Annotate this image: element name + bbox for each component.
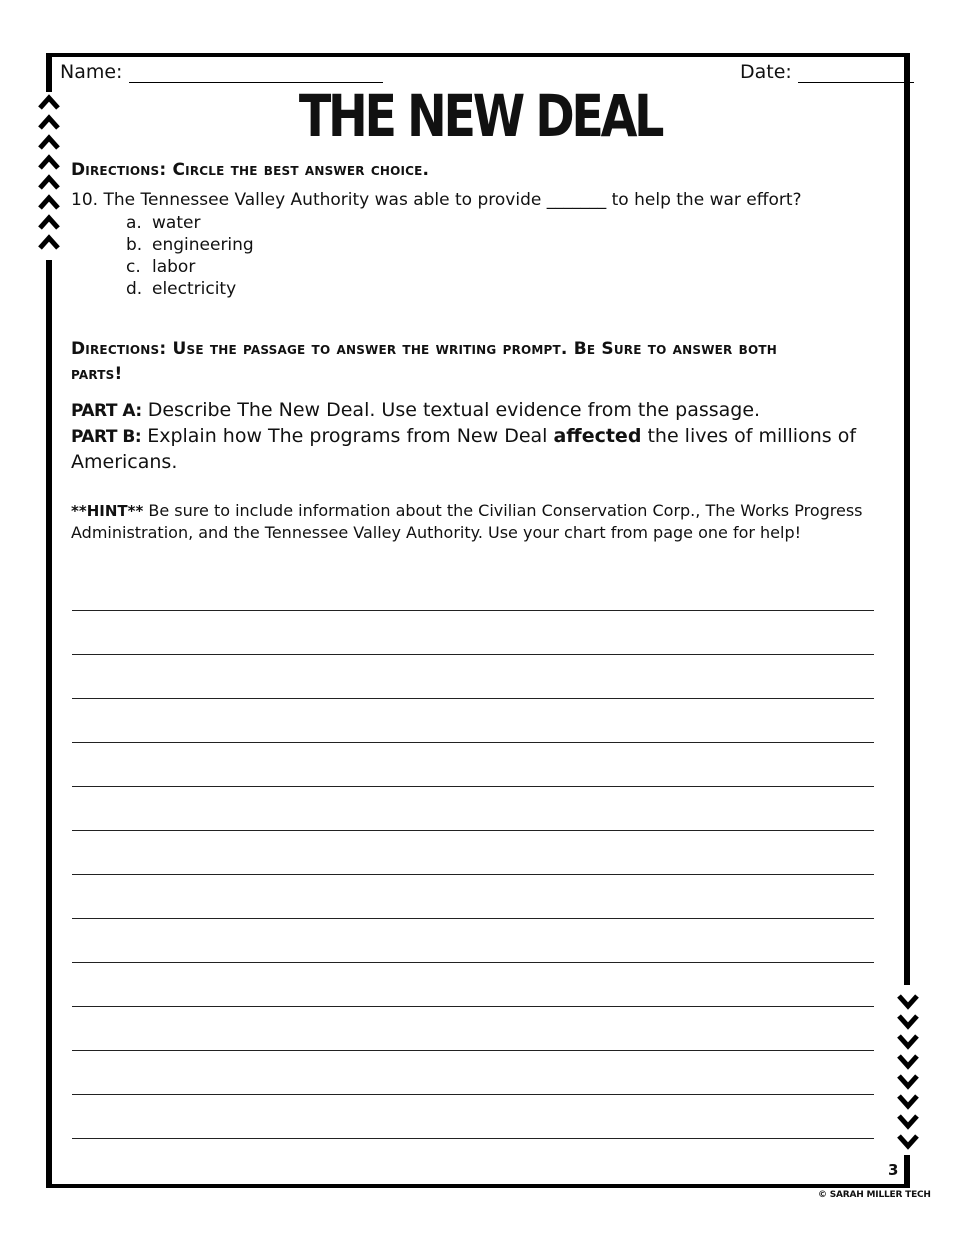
writing-line[interactable] [72, 1094, 874, 1095]
name-blank-line[interactable] [129, 66, 383, 83]
writing-line[interactable] [72, 962, 874, 963]
option-text: labor [152, 257, 196, 277]
writing-line[interactable] [72, 1006, 874, 1007]
question-10: 10. The Tennessee Valley Authority was able to provide _______ to help the war effort? [71, 190, 802, 210]
option-text: engineering [152, 235, 254, 255]
part-b-label: PART B: [71, 427, 142, 447]
name-field[interactable] [60, 61, 383, 83]
hint-label: **HINT** [71, 502, 144, 520]
part-a-label: PART A: [71, 401, 142, 421]
option-d[interactable] [126, 279, 236, 299]
hint-body: Be sure to include information about the Civilian Conservation Corp., The Works Progress Administration, and the Tennessee Valley Authority. Use your chart from page one for help! [71, 501, 863, 542]
page-title: THE NEW DEAL [298, 82, 662, 150]
chevron-up-decoration-icon [36, 94, 64, 260]
writing-line[interactable] [72, 742, 874, 743]
chevron-down-decoration-icon [894, 990, 922, 1156]
option-letter: d. [126, 279, 143, 299]
part-b-prompt-line2: Americans. [71, 451, 178, 473]
writing-line[interactable] [72, 830, 874, 831]
part-b-text: Explain how The programs from New Deal [141, 425, 554, 447]
date-label: Date: [740, 61, 792, 83]
part-a-text: Describe The New Deal. Use textual evidence from the passage. [141, 399, 761, 421]
frame-top-border [46, 53, 910, 57]
option-text: water [152, 213, 201, 233]
writing-line[interactable] [72, 786, 874, 787]
part-b-bold-word: affected [553, 425, 642, 447]
date-blank-line[interactable] [798, 66, 914, 83]
option-letter: b. [126, 235, 143, 255]
option-a[interactable] [126, 213, 200, 233]
option-text: electricity [152, 279, 237, 299]
hint-text [71, 500, 871, 544]
writing-line[interactable] [72, 1050, 874, 1051]
option-b[interactable] [126, 235, 254, 255]
copyright-credit: © SARAH MILLER TECH [818, 1190, 931, 1200]
page-number: 3 [888, 1161, 899, 1179]
writing-line[interactable] [72, 654, 874, 655]
frame-bottom-border [46, 1184, 910, 1188]
writing-line[interactable] [72, 874, 874, 875]
part-a-prompt [71, 399, 760, 421]
name-label: Name: [60, 61, 123, 83]
section2-directions-line2: parts! [71, 364, 123, 384]
date-field[interactable] [740, 61, 914, 83]
option-c[interactable] [126, 257, 195, 277]
part-b-text-cont: the lives of millions of [641, 425, 857, 447]
writing-line[interactable] [72, 1138, 874, 1139]
section2-directions-line1: Directions: Use the passage to answer the writing prompt. Be Sure to answer both [71, 339, 777, 359]
option-letter: c. [126, 257, 141, 277]
writing-line[interactable] [72, 698, 874, 699]
section1-directions: Directions: Circle the best answer choice. [71, 160, 430, 180]
writing-line[interactable] [72, 918, 874, 919]
part-b-prompt [71, 425, 856, 447]
option-letter: a. [126, 213, 142, 233]
writing-line[interactable] [72, 610, 874, 611]
